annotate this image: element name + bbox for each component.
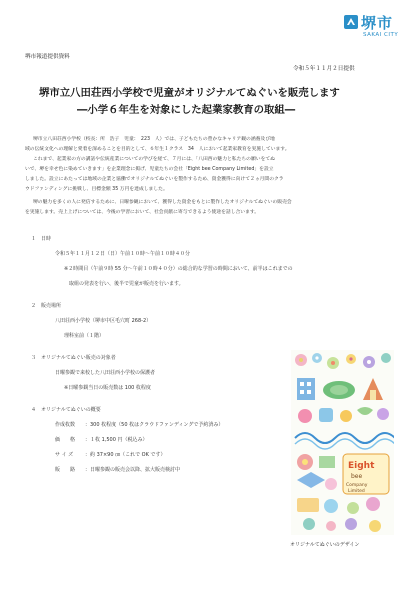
- spec-label-2: 価 格: [55, 437, 76, 443]
- design-caption: オリジナルてぬぐいのデザイン: [290, 542, 360, 548]
- section-3-heading: ３ オリジナルてぬぐい販売の対象者: [31, 355, 116, 361]
- section-2-room: 理科室前（１階）: [64, 333, 105, 339]
- logo-name: 堺市: [361, 14, 394, 32]
- intro-line-7: 堺の魅力を多くの人に発信するために、日曜参観において、獲得した資金をもとに製作したオリジナルてぬぐいの販売会: [33, 200, 292, 205]
- title-line-1: 堺市立八田荘西小学校で児童がオリジナルてぬぐいを販売します: [39, 87, 340, 99]
- section-2-place: 八田荘西小学校（堺市中区毛穴町 268-2）: [55, 318, 152, 324]
- release-date: 令和５年１１月２日提供: [293, 66, 355, 72]
- spec-value-3: ：約 37×90 ㎝（これで OK です）: [85, 452, 166, 458]
- intro-line-3: これまで、起業家の方の講話や伝統産業についての学びを経て、７月には、「八田西の魅力と私たちの願いをてぬ: [33, 157, 275, 162]
- intro-line-4: いで、堺を幸せ色に染めていきます」を企業理念に掲げ、児童たちの会社「Eight bee Company Limited」を設立: [25, 167, 274, 172]
- intro-line-8: を実施します。売上上げについては、今後の学習において、社会貢献に寄与できるよう使途を話し合います。: [25, 210, 260, 215]
- section-1-heading: １ 日時: [31, 236, 52, 242]
- section-3-note: ※日曜参観当日の販売数は 100 枚程度: [64, 385, 151, 391]
- tenugui-design-image: [291, 350, 394, 535]
- spec-value-1: ：300 枚程度（50 枚はクラウドファンディングで予約済み）: [85, 422, 224, 428]
- title-line-2: ―小学６年生を対象にした起業家教育の取組―: [77, 104, 296, 116]
- release-label: 堺市報道提供資料: [25, 54, 70, 60]
- intro-line-1: 堺市立八田荘西小学校（校長：所 浩子 児童： 223 人）では、子どもたちの豊かなキャリア観の涵養及び地: [33, 137, 275, 142]
- section-1-note-2: 取組の発表を行い、後半で児童が販売を行います。: [69, 281, 184, 287]
- section-1-note-1: ※２時間目（午前９時 55 分～午前１０時４０分）の総合的な学習の時間において、前半はこれまでの: [64, 266, 293, 272]
- eight-bee-logo: [343, 454, 389, 494]
- svg-text:Limited: Limited: [348, 489, 365, 494]
- intro-line-5: しました。設立にあたっては地域の企業と協働でオリジナルてぬぐいを製作するため、資金獲得に向けて２ヵ月間のクラ: [25, 177, 284, 182]
- svg-text:bee: bee: [351, 473, 363, 480]
- logo-name-en: SAKAI CITY: [363, 32, 399, 38]
- spec-label-4: 販 路: [55, 467, 76, 473]
- intro-line-2: 域の伝統文化への理解と愛着を深めることを目的として、６年生１クラス 34 人において起業家教育を実施しています。: [25, 147, 290, 152]
- section-4-heading: ４ オリジナルてぬぐいの概要: [31, 407, 101, 413]
- spec-label-3: サ イ ズ: [55, 452, 74, 458]
- intro-line-6: ウドファンディングに挑戦し、目標金額 35 万円を達成しました。: [25, 187, 168, 192]
- svg-text:Eight: Eight: [348, 461, 375, 471]
- spec-value-2: ：１枚 1,500 円（税込み）: [85, 437, 148, 443]
- section-2-heading: ２ 販売場所: [31, 303, 62, 309]
- sakai-city-emblem-icon: [343, 14, 359, 30]
- svg-text:Company: Company: [346, 483, 368, 488]
- spec-label-1: 作成枚数: [55, 422, 76, 428]
- tenugui-illustration: [291, 350, 394, 535]
- sakai-city-logo: [343, 12, 405, 48]
- section-3-target: 日曜参観で来校した八田荘西小学校の保護者: [55, 370, 156, 376]
- section-1-datetime: 令和５年１１月１２日（日）午前１０時～午前１０時４０分: [55, 251, 191, 257]
- spec-value-4: ：日曜参観の販売会以降、拡大販売検討中: [85, 467, 181, 473]
